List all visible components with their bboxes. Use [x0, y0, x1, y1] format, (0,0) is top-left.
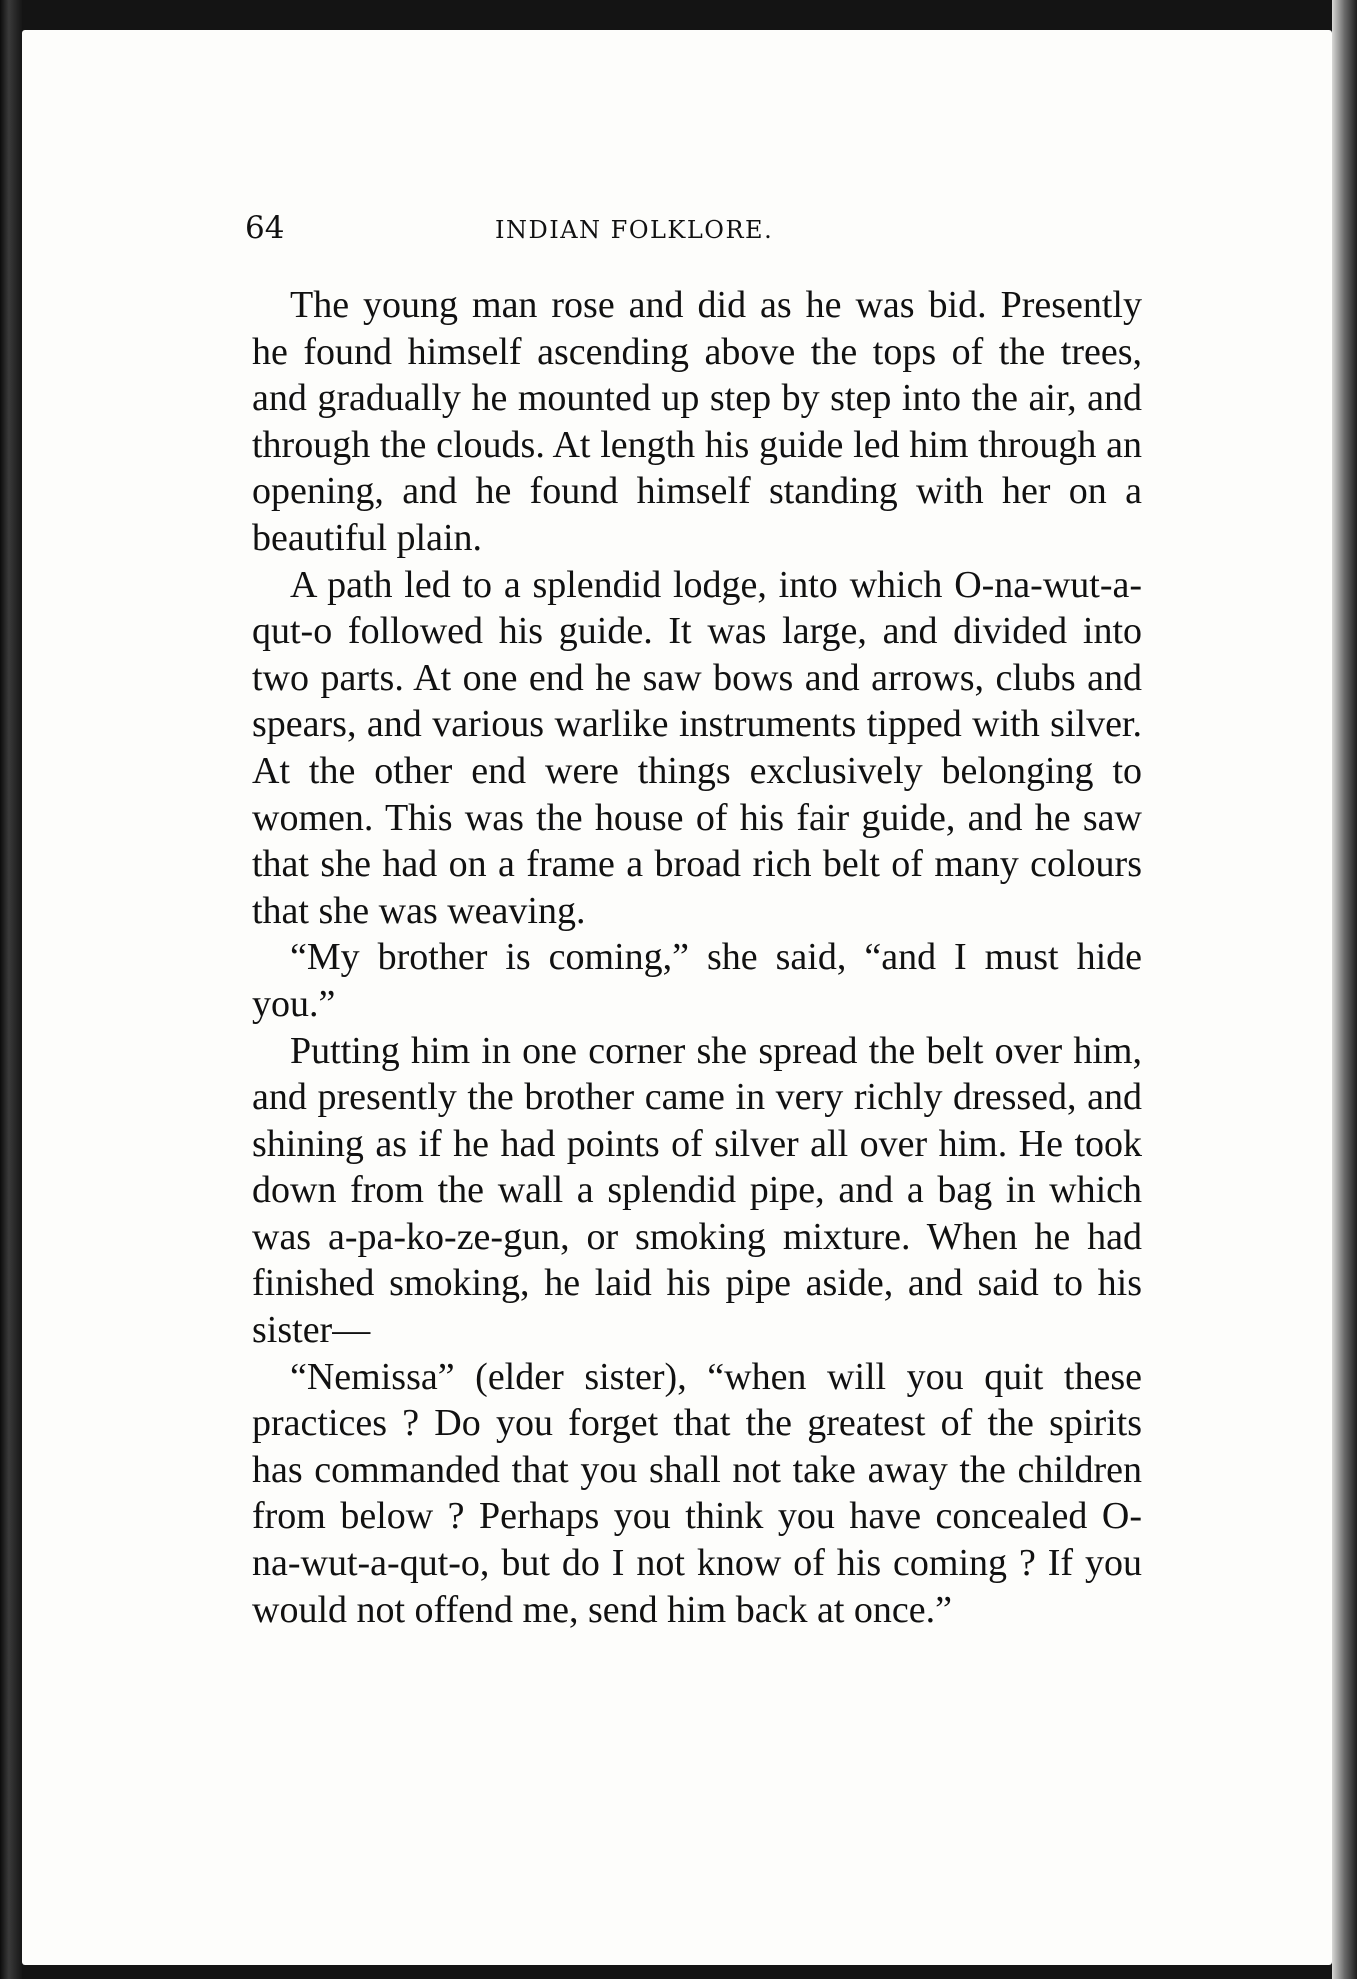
paragraph: “My brother is coming,” she said, “and I must hide you.” — [252, 936, 1142, 1025]
paragraph: The young man rose and did as he was bid. Presently he found himself ascending above the tops of the trees, and gradually he mounted up step by step into the air, and through the clouds. At length his guide led him through an opening, and he found himself standing with her on a beautiful plain. — [252, 284, 1142, 559]
page-number: 64 — [245, 210, 285, 246]
paragraph: A path led to a splendid lodge, into which O-na-wut-a-qut-o followed his guide. It was large, and divided into two parts. At one end he saw bows and arrows, clubs and spears, and various warlike instruments tipped with silver. At the other end were things exclusively belonging to women. This was the house of his fair guide, and he saw that she had on a frame a broad rich belt of many colours that she was weaving. — [252, 563, 1142, 932]
body-text — [252, 282, 1142, 1633]
paragraph: “Nemissa” (elder sister), “when will you quit these practices ? Do you forget that the greatest of the spirits has commanded that you shall not take away the children from below ? Perhaps you think you have concealed O-na-wut-a-qut-o, but do I not know of his coming ? If you would not offend me, send him back at once.” — [252, 1355, 1142, 1631]
book-binding-edge — [0, 0, 22, 1979]
page-header — [245, 208, 1145, 248]
paragraph: Putting him in one corner she spread the belt over him, and presently the brother came in very richly dressed, and shining as if he had points of silver all over him. He took down from the wall a splendid pipe, and a bag in which was a-pa-ko-ze-gun, or smoking mixture. When he had finished smoking, he laid his pipe aside, and said to his sister— — [252, 1029, 1142, 1352]
running-title: INDIAN FOLKLORE. — [495, 216, 774, 244]
page-fore-edge — [1332, 0, 1357, 1979]
